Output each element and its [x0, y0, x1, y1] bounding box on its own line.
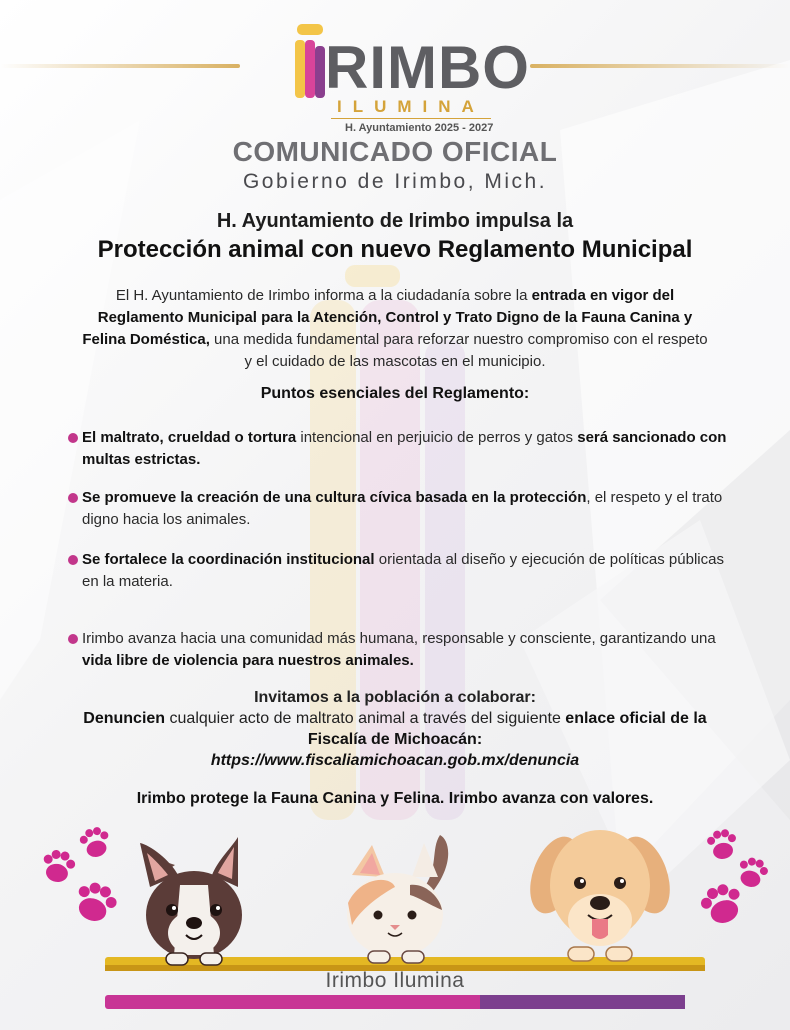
bullet-point — [68, 628, 730, 672]
bullet-dot-icon — [68, 493, 78, 503]
paw-print-icon — [706, 828, 740, 862]
irimbo-logo — [285, 18, 530, 134]
logo-i-mark-icon — [293, 22, 327, 104]
intro-text-2: una medida fundamental para reforzar nuestro compromiso con el respeto y el cuidado de las mascotas en el municipio. — [209, 331, 708, 370]
bullet-dot-icon — [68, 555, 78, 565]
logo-caption: H. Ayuntamiento 2025 - 2027 — [345, 122, 494, 134]
paw-print-icon — [735, 855, 771, 891]
closing-statement: Irimbo protege la Fauna Canina y Felina. Irimbo avanza con valores. — [136, 790, 654, 807]
invite-text: cualquier acto de maltrato animal a través del siguiente — [165, 710, 566, 727]
bullet-bold: vida libre de violencia para nuestros animales. — [82, 652, 414, 669]
bullet-bold: será sancionado con multas estrictas. — [82, 429, 727, 468]
document-subtitle: Gobierno de Irimbo, Mich. — [242, 170, 548, 193]
invite-bold-1: Denuncien — [83, 710, 166, 727]
paw-print-icon — [40, 848, 77, 885]
header-left-line — [0, 64, 240, 68]
logo-word: RIMBO — [325, 34, 530, 101]
footer-brand: Irimbo Ilumina — [325, 969, 465, 992]
bulldog-icon — [140, 837, 242, 965]
bullet-text: Irimbo avanza hacia una comunidad más humana, responsable y consciente, garantizando una — [82, 630, 716, 647]
paw-print-icon — [78, 825, 114, 861]
bullet-bold: El maltrato, crueldad o tortura — [82, 429, 297, 446]
puppy-icon — [521, 830, 680, 961]
cat-icon — [347, 835, 448, 963]
intro-bold-1: entrada en vigor del Reglamento Municipal para la Atención, Control y Trato Digno de la Fauna Canina y Felina Doméstica, — [82, 287, 693, 348]
bullet-point — [68, 427, 730, 471]
pets-illustration — [0, 815, 790, 1030]
headline-line-1: H. Ayuntamiento de Irimbo impulsa la — [216, 210, 574, 232]
logo-subtitle: ILUMINA — [337, 97, 485, 116]
invite-title: Invitamos a la población a colaborar: — [254, 689, 536, 706]
intro-paragraph — [80, 285, 710, 373]
header-right-line — [530, 64, 790, 68]
bullet-point — [68, 549, 730, 593]
document-title: COMUNICADO OFICIAL — [232, 136, 558, 167]
intro-text-1: El H. Ayuntamiento de Irimbo informa a la ciudadanía sobre la — [115, 287, 532, 304]
bullet-bold: Se fortalece la coordinación institucional — [82, 551, 375, 568]
invite-bold-2: enlace oficial de la Fiscalía de Michoacán: — [307, 710, 707, 748]
paw-print-icon — [71, 878, 121, 927]
paw-print-icon — [697, 880, 747, 929]
logo-divider — [331, 118, 491, 119]
bullet-dot-icon — [68, 433, 78, 443]
points-title: Puntos esenciales del Reglamento: — [260, 385, 530, 402]
headline-line-2: Protección animal con nuevo Reglamento Municipal — [97, 236, 693, 263]
denuncia-link[interactable]: https://www.fiscaliamichoacan.gob.mx/denuncia — [210, 752, 580, 769]
bullet-dot-icon — [68, 634, 78, 644]
bullet-text: , el respeto y el trato digno hacia los animales. — [82, 489, 723, 528]
bullet-bold: Se promueve la creación de una cultura cívica basada en la protección — [82, 489, 587, 506]
bullet-text: intencional en perjuicio de perros y gatos — [296, 429, 578, 446]
bullet-text: orientada al diseño y ejecución de políticas públicas en la materia. — [82, 551, 724, 590]
bullet-point — [68, 487, 730, 531]
invite-body — [80, 708, 710, 750]
